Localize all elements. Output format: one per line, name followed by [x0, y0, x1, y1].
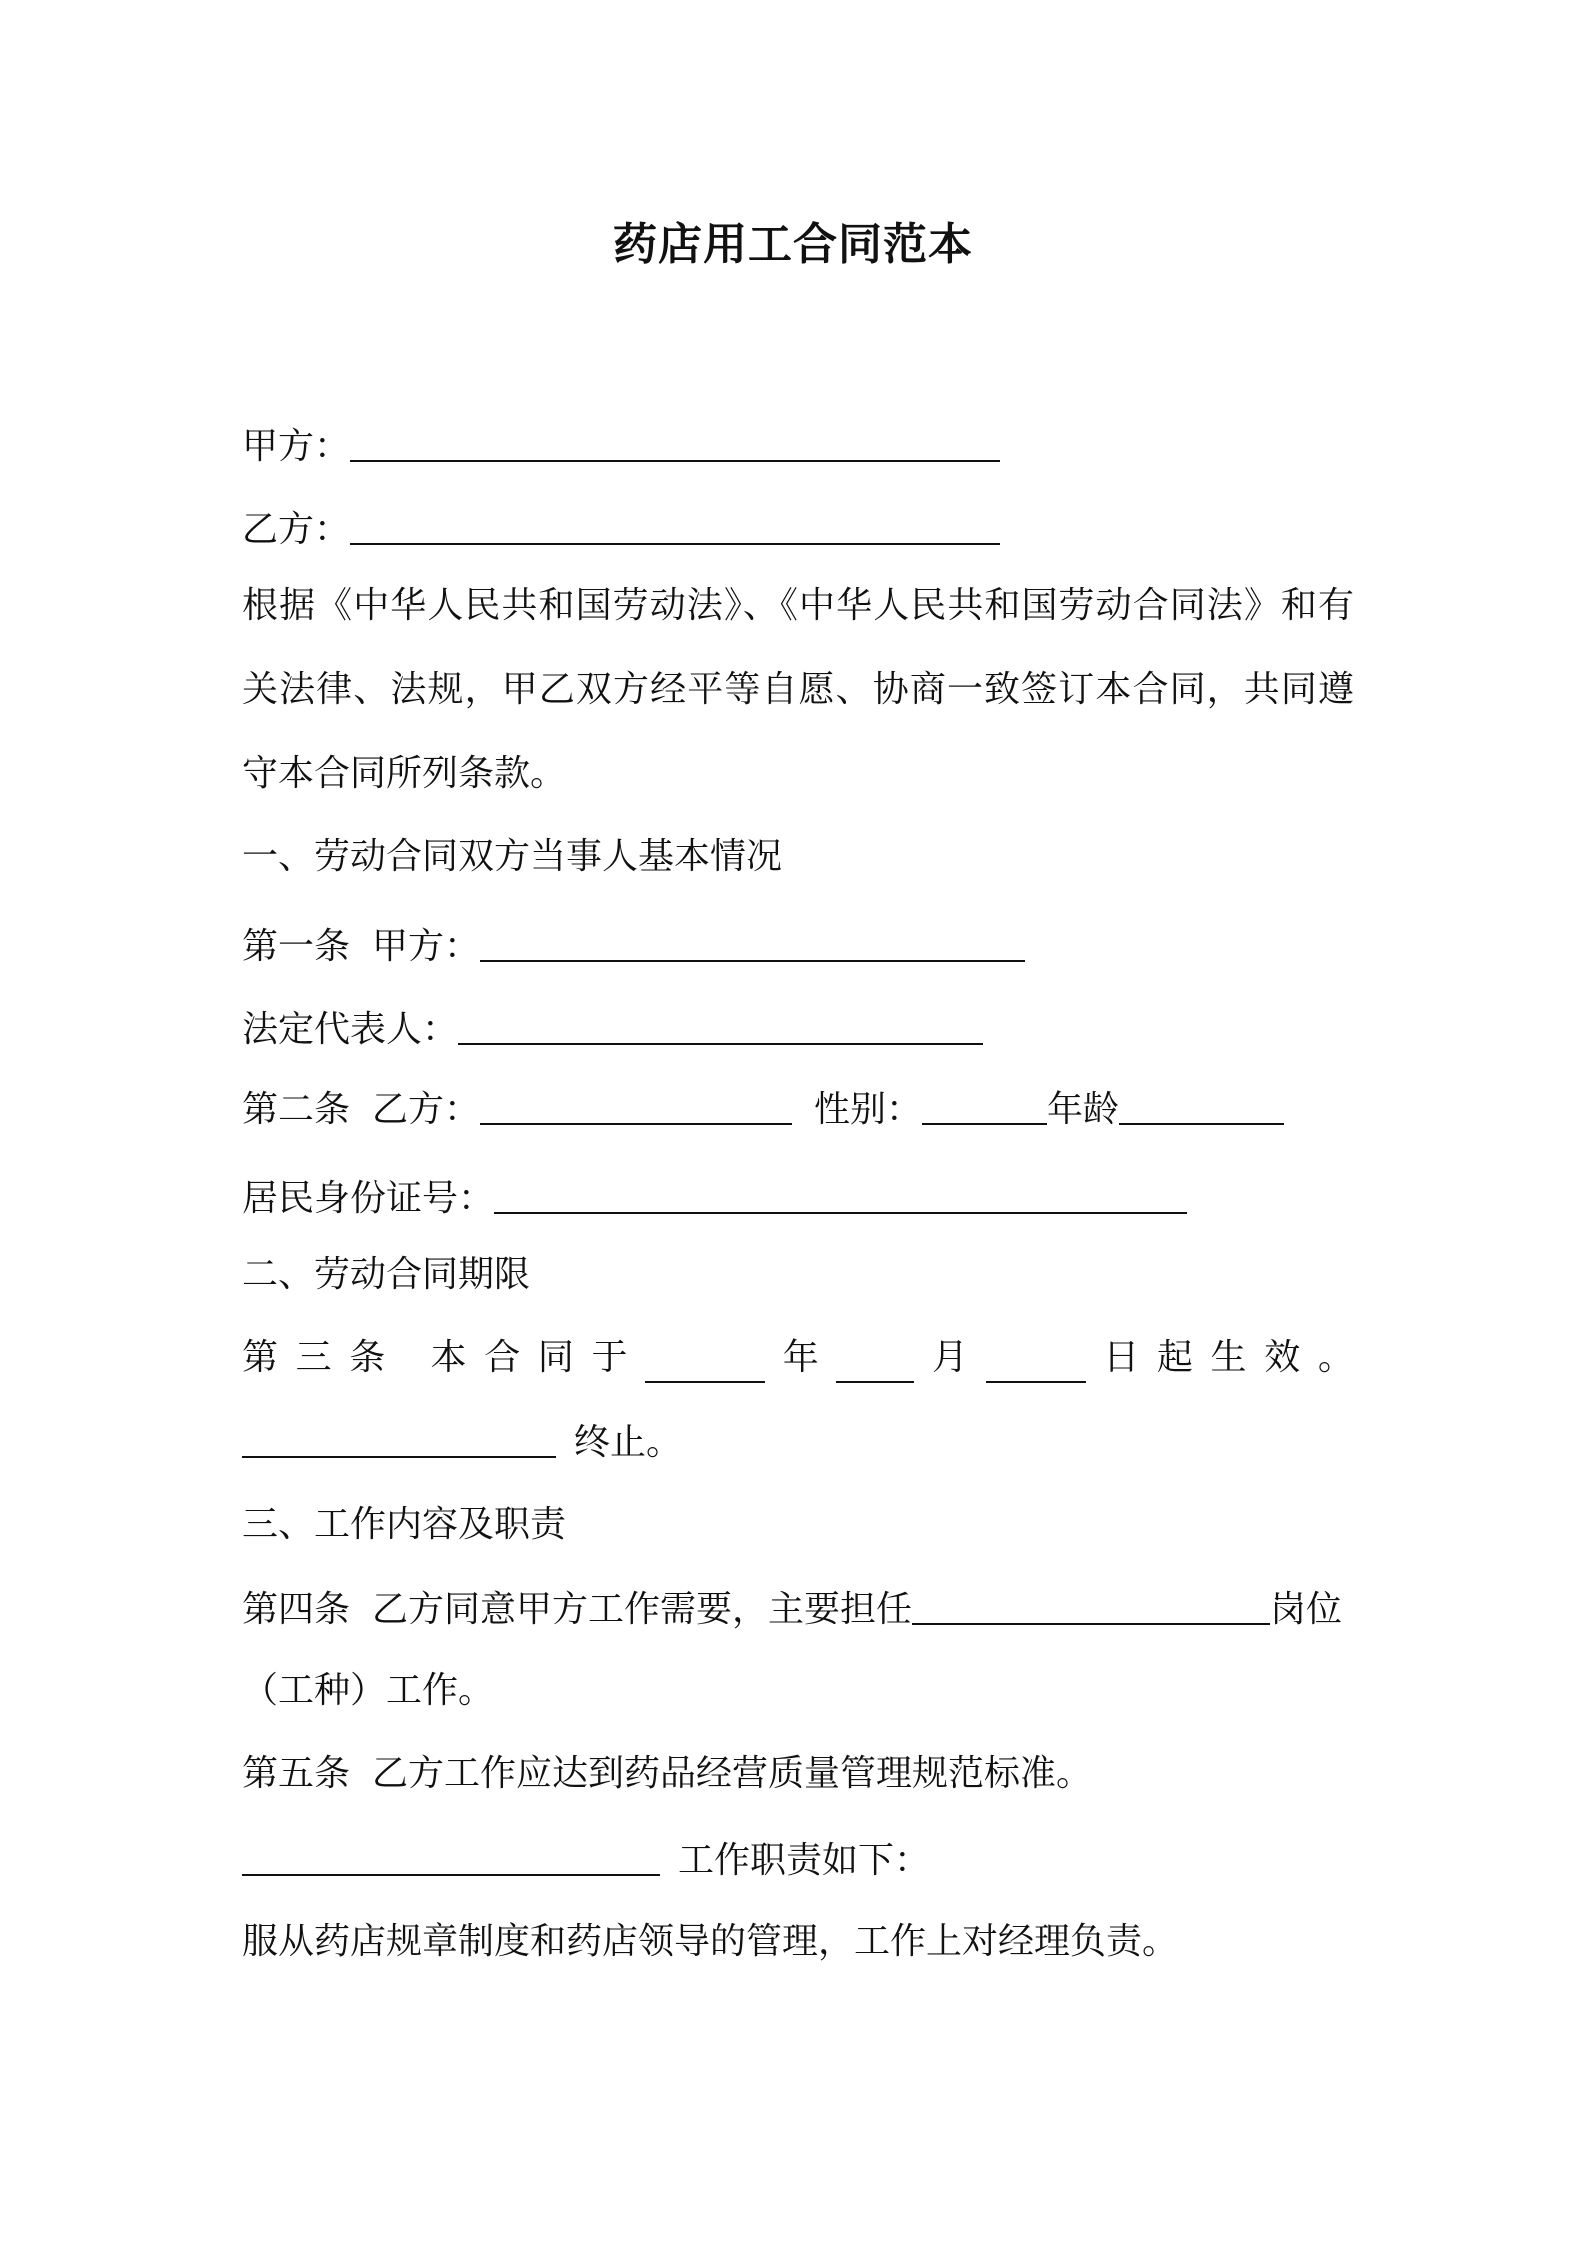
duties-text: 服从药店规章制度和药店领导的管理，工作上对经理负责。	[242, 1921, 1179, 1962]
start-year-blank[interactable]	[645, 1341, 765, 1383]
age-blank[interactable]	[1119, 1083, 1284, 1125]
party-a-line	[242, 420, 1000, 472]
article-4-label: 第四条	[242, 1589, 351, 1630]
end-date-blank[interactable]	[242, 1416, 556, 1458]
article-3-line	[242, 1333, 1354, 1383]
duties-line	[242, 1834, 930, 1886]
id-blank[interactable]	[494, 1172, 1187, 1214]
article-3-char: 效	[1264, 1337, 1301, 1378]
section-3-heading: 三、工作内容及职责	[242, 1504, 567, 1545]
article-2-party-b-blank[interactable]	[480, 1083, 792, 1125]
article-3-char: 同	[537, 1337, 574, 1378]
article-4-line-2: （工种）工作。	[242, 1670, 495, 1711]
article-4-post: 岗位	[1270, 1589, 1343, 1630]
article-2-party-b: 乙方：	[372, 1089, 481, 1130]
article-1-party-a: 甲方：	[372, 926, 481, 967]
article-2-line	[242, 1083, 1284, 1135]
article-2-label: 第二条	[242, 1089, 351, 1130]
article-1-label: 第一条	[242, 926, 351, 967]
article-1-party-a-blank[interactable]	[480, 920, 1025, 962]
article-3-char: 三	[295, 1337, 332, 1378]
article-3-char: 。	[1317, 1337, 1354, 1378]
article-3-char: 第	[242, 1337, 279, 1378]
article-3-char: 月	[932, 1337, 969, 1378]
article-3-char: 生	[1210, 1337, 1247, 1378]
start-month-blank[interactable]	[836, 1341, 914, 1383]
document-title: 药店用工合同范本	[613, 219, 973, 270]
article-3-end-line	[242, 1416, 682, 1468]
article-3-char: 本	[430, 1337, 467, 1378]
legal-rep-label: 法定代表人：	[242, 1009, 459, 1050]
age-label: 年龄	[1047, 1089, 1120, 1130]
duties-blank[interactable]	[242, 1834, 660, 1876]
legal-rep-line	[242, 1003, 983, 1055]
article-3-end-text: 终止。	[574, 1422, 683, 1463]
party-a-blank[interactable]	[350, 420, 1000, 462]
article-5-label: 第五条	[242, 1753, 351, 1794]
article-3-char: 年	[782, 1337, 819, 1378]
section-2-heading: 二、劳动合同期限	[242, 1254, 531, 1295]
article-3-char: 合	[484, 1337, 521, 1378]
article-1-line	[242, 920, 1025, 972]
article-4-text: 乙方同意甲方工作需要，主要担任	[372, 1589, 913, 1630]
article-4-line	[242, 1583, 1342, 1635]
article-3-char: 条	[349, 1337, 386, 1378]
article-3-char: 于	[591, 1337, 628, 1378]
party-b-blank[interactable]	[350, 503, 1000, 545]
party-a-label: 甲方：	[242, 426, 351, 467]
duties-label: 工作职责如下：	[678, 1840, 931, 1881]
legal-rep-blank[interactable]	[458, 1003, 983, 1045]
gender-label: 性别：	[814, 1089, 923, 1130]
post-blank[interactable]	[912, 1583, 1270, 1625]
article-5-text: 乙方工作应达到药品经营质量管理规范标准。	[372, 1753, 1093, 1794]
party-b-label: 乙方：	[242, 509, 351, 550]
gender-blank[interactable]	[922, 1083, 1047, 1125]
article-3-char: 日	[1103, 1337, 1140, 1378]
intro-paragraph: 根据《中华人民共和国劳动法》、《中华人民共和国劳动合同法》和有关法律、法规，甲乙双方经平等自愿、协商一致签订本合同，共同遵守本合同所列条款。	[242, 585, 1354, 794]
article-3-char: 起	[1156, 1337, 1193, 1378]
id-line	[242, 1172, 1187, 1224]
id-label: 居民身份证号：	[242, 1178, 495, 1219]
party-b-line	[242, 503, 1000, 555]
start-day-blank[interactable]	[986, 1341, 1086, 1383]
article-5-line	[242, 1749, 1092, 1799]
section-1-heading: 一、劳动合同双方当事人基本情况	[242, 836, 783, 877]
